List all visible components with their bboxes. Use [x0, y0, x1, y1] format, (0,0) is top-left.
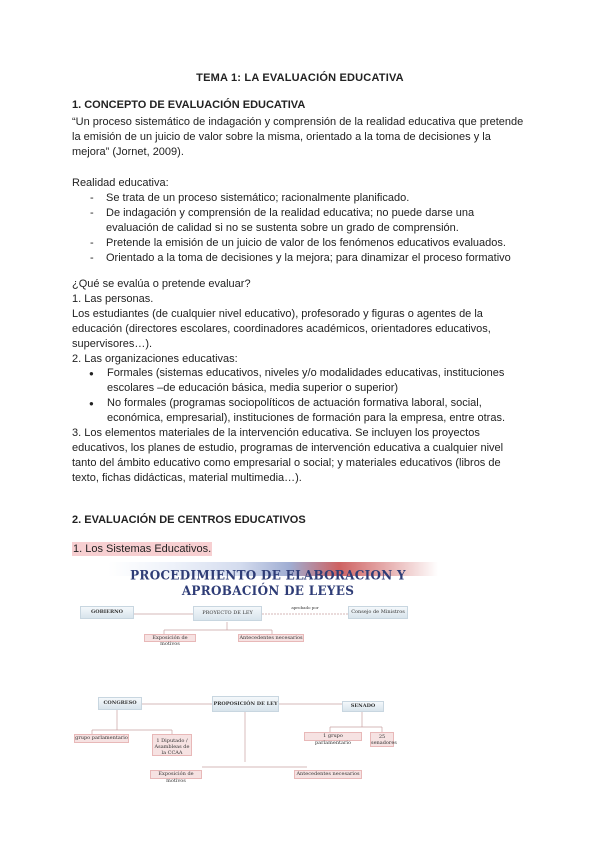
list-item: - Pretende la emisión de un juicio de valor de los fenómenos educativos evaluados. — [72, 236, 534, 251]
section2-heading: 2. EVALUACIÓN DE CENTROS EDUCATIVOS — [72, 514, 306, 526]
exposicion-box: Exposición de motivos — [144, 634, 196, 642]
gobierno-box: GOBIERNO — [80, 606, 134, 619]
question-line: ¿Qué se evalúa o pretende evaluar? — [72, 278, 251, 290]
proyecto-box: PROYECTO DE LEY — [193, 606, 262, 621]
text-line: tanto del ámbito educativo como empresarial o social; y materiales educativos (libros de — [72, 457, 501, 469]
exposicion-box-2: Exposición de motivos — [150, 770, 202, 779]
point1-text — [72, 307, 534, 352]
highlighted-text: 1. Los Sistemas Educativos. — [73, 543, 212, 555]
antecedentes-box-2: Antecedentes necesarios — [294, 770, 362, 779]
grupo-parlamentario-box: grupo parlamentario — [75, 735, 128, 741]
aprobado-label: aprobado por — [291, 605, 319, 610]
list-item: - De indagación y comprensión de la realidad educativa; no puede darse una evaluación de calidad si no se sustenta sobre un grado de comprensión. — [72, 206, 534, 236]
laws-procedure-diagram — [72, 562, 476, 792]
realidad-list — [72, 191, 534, 266]
organizations-list — [72, 366, 534, 426]
list-item: ● No formales (programas sociopolíticos de actuación formativa laboral, social, económica, empresarial), instituciones de formación para la empresa, entre otras. — [72, 396, 534, 426]
senado-box: SENADO — [342, 701, 384, 712]
realidad-label: Realidad educativa: — [72, 177, 169, 189]
text-line: texto, fichas didácticas, material multimedia…). — [72, 472, 302, 484]
quote-line: “Un proceso sistemático de indagación y comprensión de la realidad educativa que pretende — [72, 116, 524, 128]
list-item: ● Formales (sistemas educativos, niveles y/o modalidades educativas, instituciones escolares –de educación básica, media superior o superior) — [72, 366, 534, 396]
consejo-box: Consejo de Ministros — [348, 606, 408, 619]
text-line: supervisores…). — [72, 338, 153, 350]
senadores-box: 25 senadores — [371, 734, 397, 746]
antecedentes-box: Antecedentes necesarios — [239, 635, 303, 641]
point3-text — [72, 426, 534, 486]
list-item: - Orientado a la toma de decisiones y la mejora; para dinamizar el proceso formativo — [72, 251, 534, 266]
text-line: educación (directores escolares, coordinadores académicos, orientadores educativos, — [72, 323, 491, 335]
congreso-box: CONGRESO — [98, 697, 142, 710]
diagram-connectors — [72, 562, 476, 792]
text-line: Los estudiantes (de cualquier nivel educativo), profesorado y figuras o agentes de la — [72, 308, 483, 320]
section1-heading: 1. CONCEPTO DE EVALUACIÓN EDUCATIVA — [72, 99, 306, 111]
diagram-title: PROCEDIMIENTO DE ELABORACION Y APROBACIÓN DE LEYES — [130, 567, 406, 599]
proposicion-box: PROPOSICIÓN DE LEY — [212, 696, 279, 712]
definition-quote — [72, 115, 534, 160]
list-item: - Se trata de un proceso sistemático; racionalmente planificado. — [72, 191, 534, 206]
diputado-box: 1 Diputado / Asambleas de la CCAA — [152, 734, 192, 756]
quote-line: la emisión de un juicio de valor sobre la misma, orientado a la toma de decisiones y la — [72, 131, 491, 143]
text-line: 3. Los elementos materiales de la intervención educativa. Se incluyen los proyectos — [72, 427, 480, 439]
grupo-parlamentario-senado-box: 1 grupo parlamentario — [304, 732, 362, 741]
page-title: TEMA 1: LA EVALUACIÓN EDUCATIVA — [196, 72, 404, 84]
quote-line: mejora” (Jornet, 2009). — [72, 146, 184, 158]
point1-label: 1. Las personas. — [72, 293, 154, 305]
point2-label: 2. Las organizaciones educativas: — [72, 353, 238, 365]
text-line: educativos, los planes de estudio, programas de intervención educativa a cualquier nivel — [72, 442, 504, 454]
subsection-heading — [72, 542, 534, 557]
